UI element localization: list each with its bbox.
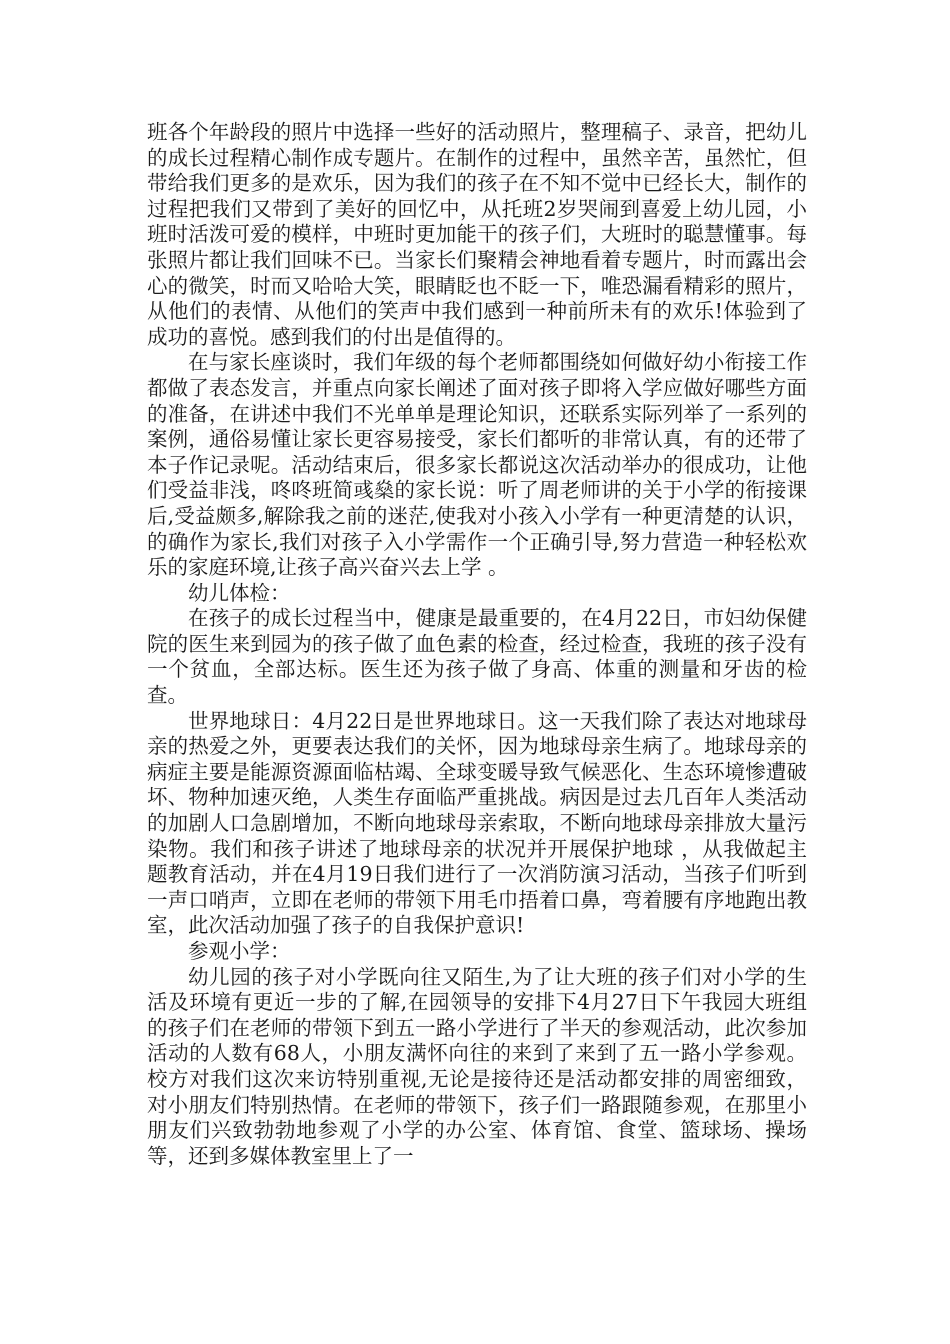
paragraph-photo-album: 班各个年龄段的照片中选择一些好的活动照片，整理稿子、录音，把幼儿的成长过程精心制作成专题片。在制作的过程中，虽然辛苦，虽然忙，但带给我们更多的是欢乐，因为我们的孩子在不知不觉中已经长大，制作的过程把我们又带到了美好的回忆中，从托班2岁哭闹到喜爱上幼儿园，小班时活泼可爱的模样，中班时更加能干的孩子们，大班时的聪慧懂事。每张照片都让我们回味不已。当家长们聚精会神地看着专题片，时而露出会心的微笑，时而又哈哈大笑，眼睛眨也不眨一下，唯恐漏看精彩的照片，从他们的表情、从他们的笑声中我们感到一种前所未有的欢乐!体验到了成功的喜悦。感到我们的付出是值得的。 bbox=[147, 120, 807, 349]
paragraph-earth-day: 世界地球日：4月22日是世界地球日。这一天我们除了表达对地球母亲的热爱之外，更要表达我们的关怀，因为地球母亲生病了。地球母亲的病症主要是能源资源面临枯竭、全球变暖导致气候恶化、生态环境惨遭破坏、物种加速灭绝，人类生存面临严重挑战。病因是过去几百年人类活动的加剧人口急剧增加，不断向地球母亲索取，不断向地球母亲排放大量污染物。我们和孩子讲述了地球母亲的状况并开展保护地球 ，从我做起主题教育活动，并在4月19日我们进行了一次消防演习活动，当孩子们听到一声口哨声，立即在老师的带领下用毛巾捂着口鼻，弯着腰有序地跑出教室，此次活动加强了孩子的自我保护意识! bbox=[147, 708, 807, 938]
document-body bbox=[147, 120, 807, 1169]
section-heading-school-visit: 参观小学： bbox=[188, 939, 291, 963]
paragraph-school-visit: 幼儿园的孩子对小学既向往又陌生,为了让大班的孩子们对小学的生活及环境有更近一步的了解,在园领导的安排下4月27日下午我园大班组的孩子们在老师的带领下到五一路小学进行了半天的参观活动，此次参加活动的人数有68人，小朋友满怀向往的来到了来到了五一路小学参观。校方对我们这次来访特别重视,无论是接待还是活动都安排的周密细致，对小朋友们特别热情。在老师的带领下，孩子们一路跟随参观，在那里小朋友们兴致勃勃地参观了小学的办公室、体育馆、食堂、篮球场、操场等，还到多媒体教室里上了一 bbox=[147, 964, 807, 1168]
paragraph-parent-meeting: 在与家长座谈时，我们年级的每个老师都围绕如何做好幼小衔接工作都做了表态发言，并重点向家长阐述了面对孩子即将入学应做好哪些方面的准备，在讲述中我们不光单单是理论知识，还联系实际列举了一系列的案例，通俗易懂让家长更容易接受，家长们都听的非常认真，有的还带了本子作记录呢。活动结束后，很多家长都说这次活动举办的很成功，让他们受益非浅，咚咚班简彧燊的家长说：听了周老师讲的关于小学的衔接课后,受益颇多,解除我之前的迷茫,使我对小孩入小学有一种更清楚的认识，的确作为家长,我们对孩子入小学需作一个正确引导,努力营造一种轻松欢乐的家庭环境,让孩子高兴奋兴去上学 。 bbox=[147, 350, 807, 580]
paragraph-health-check: 在孩子的成长过程当中，健康是最重要的，在4月22日，市妇幼保健院的医生来到园为的孩子做了血色素的检查，经过检查，我班的孩子没有一个贫血，全部达标。医生还为孩子做了身高、体重的测量和牙齿的检查。 bbox=[147, 606, 807, 708]
section-heading-health-check: 幼儿体检： bbox=[188, 580, 291, 605]
